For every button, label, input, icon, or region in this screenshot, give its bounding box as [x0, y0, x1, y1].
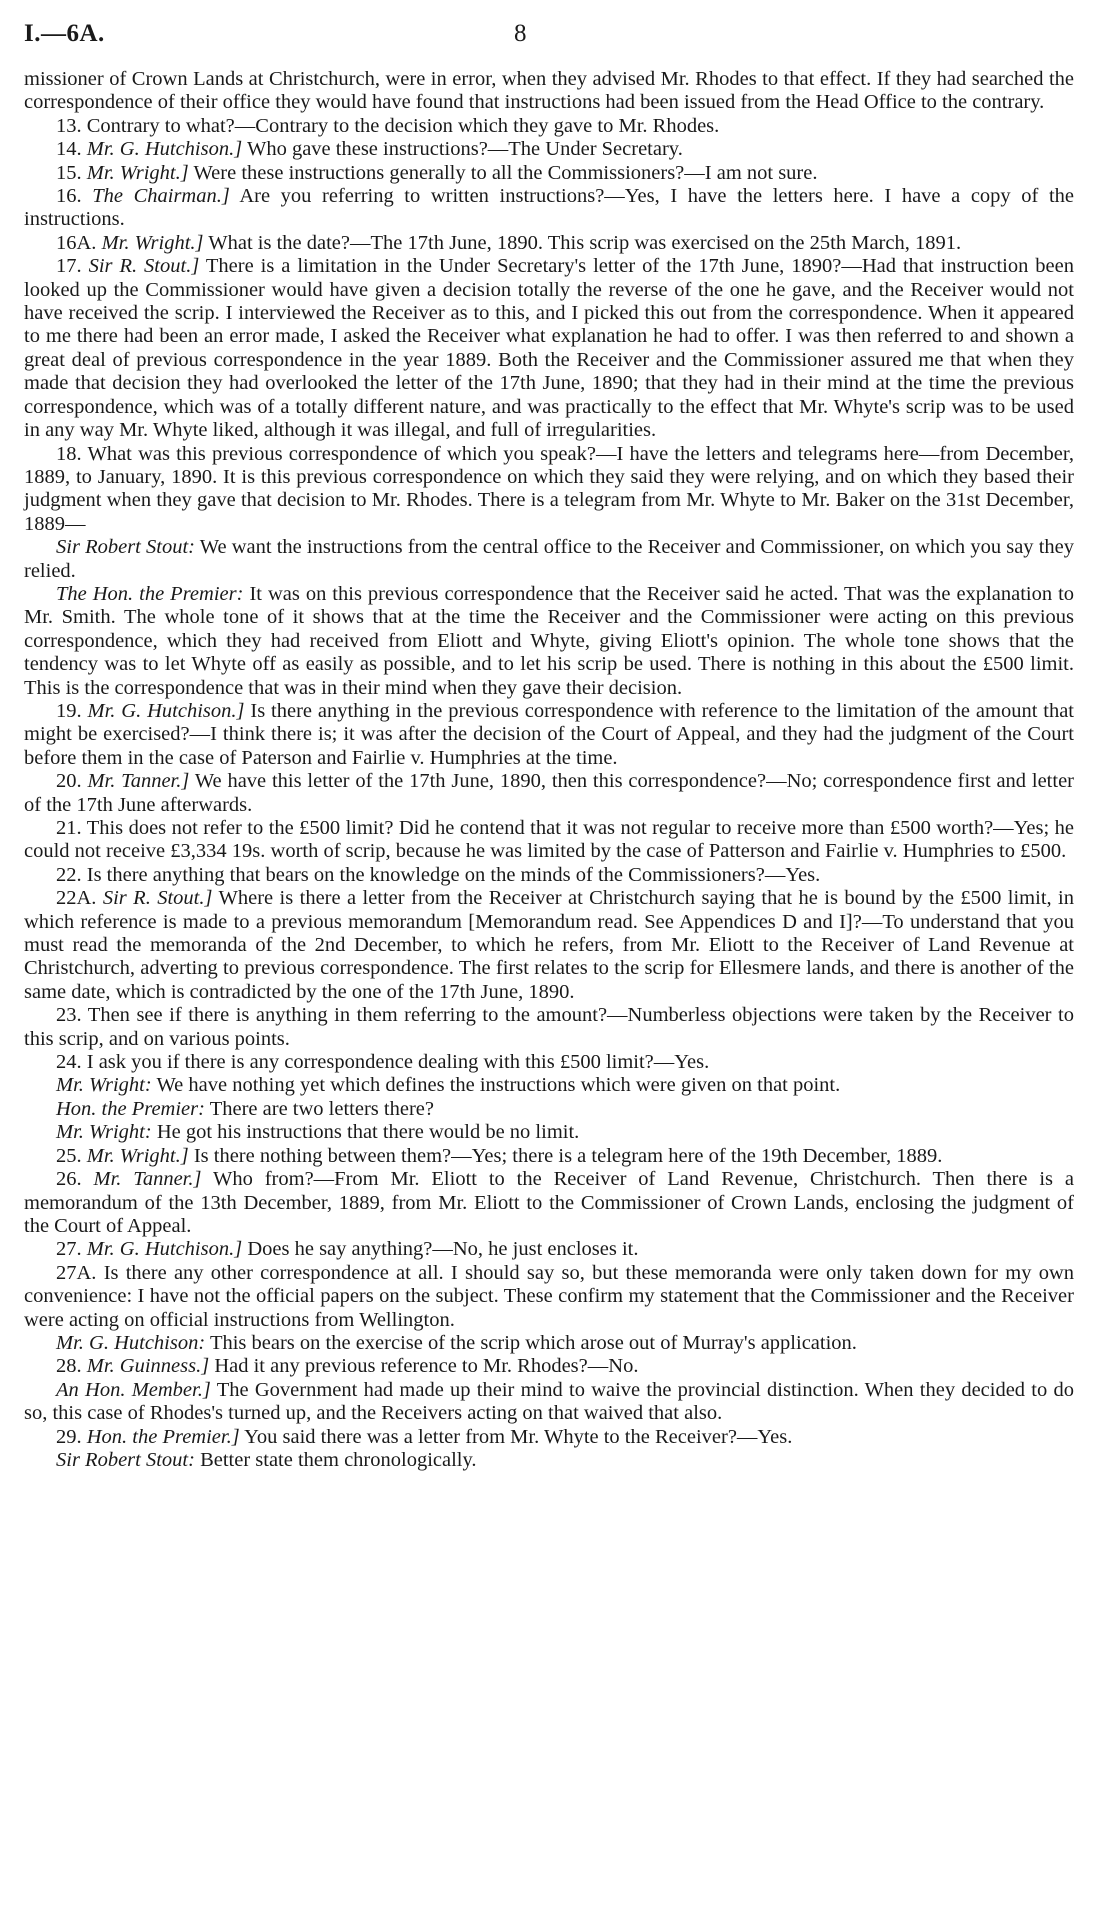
question-number: 20.: [56, 770, 82, 793]
question-paragraph: [24, 1051, 1074, 1074]
question-paragraph: [24, 1168, 1074, 1238]
paragraph-text: Does he say anything?—No, he just encloses it.: [247, 1238, 639, 1261]
speaker-name: Mr. Wright:: [56, 1074, 152, 1097]
remark-paragraph: [24, 1332, 1074, 1355]
question-number: 13.: [56, 114, 82, 137]
paragraph-text: It was on this previous correspondence that the Receiver said he acted. That was the explanation to Mr. Smith. The whole tone of it shows that at the time the Receiver and the Commissioner were acting on this previous correspondence, which they had received from Eliott and Whyte, giving Eliott's opinion. The whole tone shows that the tendency was to let Whyte off as easily as possible, and to let his scrip be used. There is nothing in this about the £500 limit. This is the correspondence that was in their mind when they gave their decision.: [24, 582, 1075, 699]
paragraph-text: We want the instructions from the central office to the Receiver and Commissioner, on which you say they relied.: [24, 536, 1074, 582]
speaker-name: Mr. G. Hutchison.]: [86, 1238, 243, 1261]
speaker-name: Hon. the Premier:: [56, 1097, 205, 1120]
question-paragraph: [24, 1145, 1074, 1168]
question-paragraph: [24, 700, 1074, 770]
question-number: 25.: [56, 1144, 82, 1167]
paragraph-text: missioner of Crown Lands at Christchurch, were in error, when they advised Mr. Rhodes to that effect. If they had searched the correspondence of their office they would have found that instructions had been issued from the Head Office to the contrary.: [24, 68, 1074, 114]
speaker-name: Mr. Tanner.]: [87, 770, 190, 793]
paragraph-text: Is there anything in the previous correspondence with reference to the limitation of the amount that might be exercised?—I think there is; it was after the decision of the Court of Appeal, and they had the judgment of the Court before them in the case of Paterson and Fairlie v. Humphries at the time.: [24, 699, 1075, 769]
paragraph-text: Who gave these instructions?—The Under Secretary.: [246, 138, 683, 161]
paragraph-text: Is there any other correspondence at all. I should say so, but these memoranda were only taken down for my own convenience: I have not the official papers on the subject. These confirm my statement that the Commissioner and the Receiver were acting on official instructions from Wellington.: [24, 1261, 1074, 1331]
question-number: 27A.: [56, 1261, 97, 1284]
paragraph-text: Better state them chronologically.: [200, 1448, 477, 1471]
speaker-name: The Hon. the Premier:: [56, 582, 244, 605]
paragraph-text: Where is there a letter from the Receiver at Christchurch saying that he is bound by the £500 limit, in which reference is made to a previous memorandum [Memorandum read. See Appendices D and I]?—To understand that you must read the memoranda of the 2nd December, to which he refers, from Mr. Eliott to the Receiver of Land Revenue at Christchurch, adverting to previous correspondence. The first relates to the scrip for Ellesmere lands, and there is another of the same date, which is contradicted by the one of the 17th June, 1890.: [24, 887, 1074, 1003]
question-paragraph: [24, 232, 1074, 255]
speaker-name: Sir Robert Stout:: [56, 1448, 195, 1471]
speaker-name: Sir R. Stout.]: [88, 255, 200, 278]
remark-paragraph: [24, 1449, 1074, 1472]
document-page: [24, 20, 1074, 1472]
question-paragraph: [24, 1355, 1074, 1378]
document-reference: I.—6A.: [24, 20, 105, 47]
remark-paragraph: [24, 1098, 1074, 1121]
question-number: 17.: [56, 255, 82, 278]
paragraph-text: There is a limitation in the Under Secretary's letter of the 17th June, 1890?—Had that instruction been looked up the Commissioner would have given a decision totally the reverse of the one he gave, and the Receiver would not have received the scrip. I interviewed the Receiver as to this, and I picked this out from the correspondence. When it appeared to me there had been an error made, I asked the Receiver what explanation he had to offer. I was then referred to and shown a great deal of previous correspondence in the year 1889. Both the Receiver and the Commissioner assured me that when they made that decision they had overlooked the letter of the 17th June, 1890; that they had in their mind at the time the previous correspondence, which was of a totally different nature, and was practically to the effect that Mr. Whyte's scrip was to be used in any way Mr. Whyte liked, although it was illegal, and full of irregularities.: [24, 255, 1074, 442]
question-number: 16A.: [56, 231, 97, 254]
paragraph-text: Then see if there is anything in them referring to the amount?—Numberless objections were taken by the Receiver to this scrip, and on various points.: [24, 1004, 1074, 1050]
page-header: [24, 20, 1074, 60]
question-number: 22.: [56, 863, 82, 886]
question-number: 15.: [56, 161, 82, 184]
question-paragraph: [24, 770, 1074, 817]
question-number: 26.: [56, 1168, 82, 1191]
question-number: 28.: [56, 1355, 82, 1378]
paragraph-text: We have this letter of the 17th June, 1890, then this correspondence?—No; correspondence first and letter of the 17th June afterwards.: [24, 770, 1074, 816]
question-number: 27.: [56, 1238, 82, 1261]
paragraph-text: You said there was a letter from Mr. Whyte to the Receiver?—Yes.: [244, 1425, 793, 1448]
question-paragraph: [24, 1262, 1074, 1332]
speaker-name: The Chairman.]: [92, 185, 230, 208]
speaker-name: Mr. Wright.]: [86, 1144, 189, 1167]
remark-paragraph: [24, 536, 1074, 583]
question-paragraph: [24, 185, 1074, 232]
paragraph-text: What was this previous correspondence of which you speak?—I have the letters and telegrams here—from December, 1889, to January, 1890. It is this previous correspondence on which they said they were relying, and on which they based their judgment when they gave that decision to Mr. Rhodes. There is a telegram from Mr. Whyte to Mr. Baker on the 31st December, 1889—: [24, 442, 1074, 535]
speaker-name: An Hon. Member.]: [56, 1378, 211, 1401]
question-number: 19.: [56, 699, 82, 722]
paragraph-text: Who from?—From Mr. Eliott to the Receiver of Land Revenue, Christchurch. Then there is a memorandum of the 13th December, 1889, from Mr. Eliott to the Commissioner of Crown Lands, enclosing the judgment of the Court of Appeal.: [24, 1168, 1074, 1237]
question-paragraph: [24, 138, 1074, 161]
paragraph-text: We have nothing yet which defines the instructions which were given on that point.: [156, 1074, 841, 1097]
paragraph-text: This bears on the exercise of the scrip which arose out of Murray's application.: [209, 1331, 857, 1354]
paragraph-text: Contrary to what?—Contrary to the decision which they gave to Mr. Rhodes.: [86, 114, 720, 137]
speaker-name: Mr. Wright:: [56, 1121, 152, 1144]
speaker-name: Mr. Wright.]: [86, 161, 189, 184]
question-number: 14.: [56, 138, 82, 161]
paragraph-text: Were these instructions generally to all the Commissioners?—I am not sure.: [193, 161, 818, 184]
speaker-name: Mr. Wright.]: [101, 231, 204, 254]
question-paragraph: [24, 1238, 1074, 1261]
question-paragraph: [24, 255, 1074, 442]
speaker-name: Sir R. Stout.]: [102, 887, 213, 910]
question-paragraph: [24, 817, 1074, 864]
question-number: 24.: [56, 1051, 82, 1074]
question-number: 22A.: [56, 887, 97, 910]
speaker-name: Mr. Tanner.]: [93, 1168, 202, 1191]
paragraph-text: This does not refer to the £500 limit? Did he contend that it was not regular to receive more than £500 worth?—Yes; he could not receive £3,334 19s. worth of scrip, because he was limited by the case of Patterson and Fairlie v. Humphries to £500.: [24, 817, 1074, 863]
question-paragraph: [24, 1426, 1074, 1449]
question-number: 23.: [56, 1004, 82, 1027]
page-number: 8: [514, 20, 527, 47]
remark-paragraph: [24, 1121, 1074, 1144]
continuation-paragraph: [24, 68, 1074, 115]
remark-paragraph: [24, 1074, 1074, 1097]
speaker-name: Mr. G. Hutchison.]: [86, 138, 243, 161]
question-paragraph: [24, 1004, 1074, 1051]
paragraph-text: The Government had made up their mind to waive the provincial distinction. When they decided to do so, this case of Rhodes's turned up, and the Receivers acting on that waived that also.: [24, 1378, 1074, 1425]
question-paragraph: [24, 887, 1074, 1004]
question-paragraph: [24, 864, 1074, 887]
question-paragraph: [24, 443, 1074, 537]
question-paragraph: [24, 115, 1074, 138]
paragraph-text: He got his instructions that there would be no limit.: [156, 1121, 580, 1144]
remark-paragraph: [24, 583, 1074, 700]
speaker-name: Mr. G. Hutchison.]: [87, 699, 245, 722]
remark-paragraph: [24, 1379, 1074, 1426]
speaker-name: Hon. the Premier.]: [86, 1425, 240, 1448]
paragraph-text: There are two letters there?: [209, 1097, 434, 1120]
paragraph-text: Is there nothing between them?—Yes; there is a telegram here of the 19th December, 1889.: [193, 1144, 943, 1167]
paragraph-text: Is there anything that bears on the knowledge on the minds of the Commissioners?—Yes.: [86, 863, 821, 886]
paragraph-text: Are you referring to written instructions?—Yes, I have the letters here. I have a copy of the instructions.: [24, 185, 1075, 231]
paragraph-text: Had it any previous reference to Mr. Rhodes?—No.: [214, 1355, 639, 1378]
speaker-name: Mr. Guinness.]: [86, 1355, 210, 1378]
speaker-name: Sir Robert Stout:: [56, 536, 195, 559]
question-number: 16.: [56, 185, 82, 208]
question-number: 21.: [56, 817, 82, 839]
question-paragraph: [24, 162, 1074, 185]
question-number: 18.: [56, 442, 82, 465]
paragraph-text: I ask you if there is any correspondence dealing with this £500 limit?—Yes.: [86, 1051, 710, 1074]
evidence-text: [24, 68, 1074, 1472]
speaker-name: Mr. G. Hutchison:: [56, 1331, 206, 1354]
question-number: 29.: [56, 1425, 82, 1448]
paragraph-text: What is the date?—The 17th June, 1890. This scrip was exercised on the 25th March, 1891.: [208, 231, 962, 254]
